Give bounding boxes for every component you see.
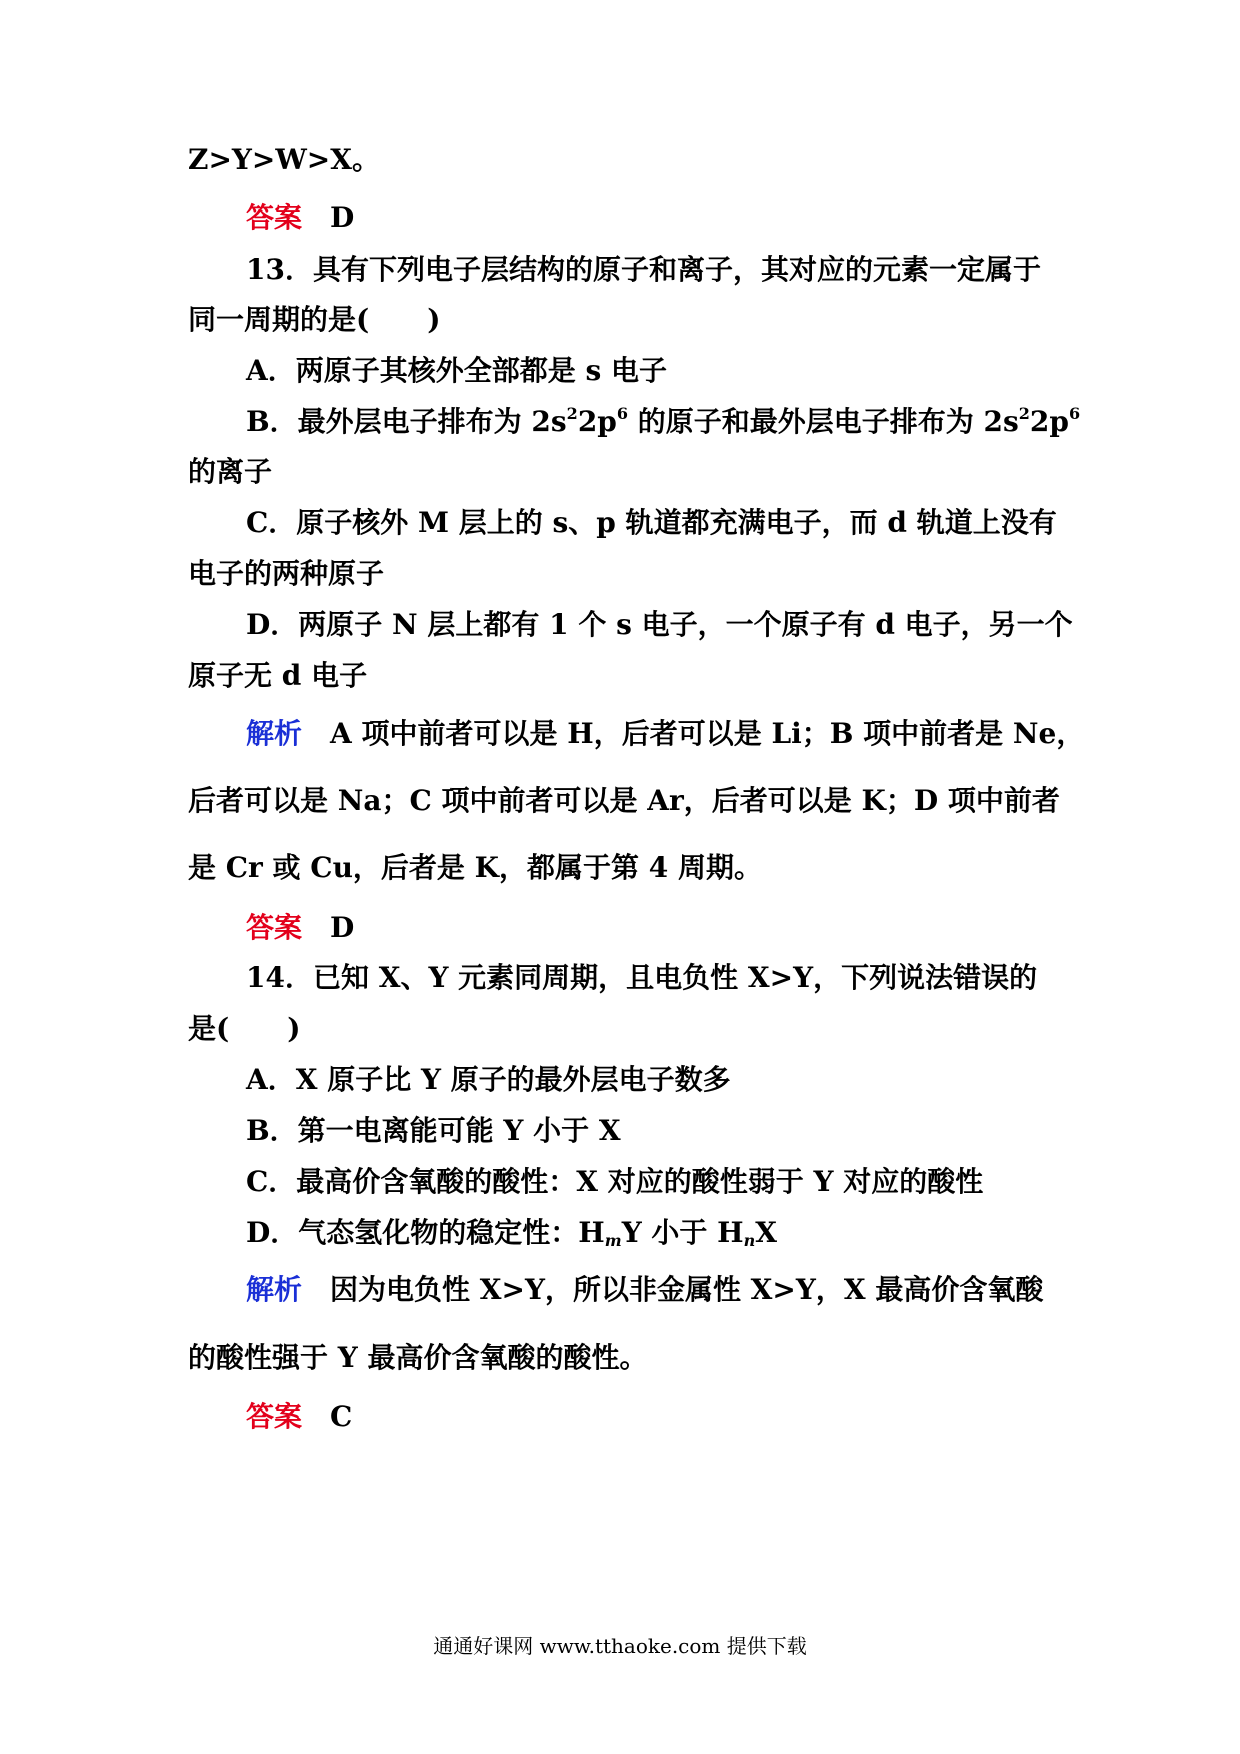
q13-option-a: A．两原子其核外全部都是 s 电子 [246, 354, 667, 387]
continuation-line: Z>Y>W>X。 [188, 143, 380, 176]
answer-value: D [330, 201, 355, 234]
q13-analysis-line1: 解析 A 项中前者可以是 H，后者可以是 Li；B 项中前者是 Ne， [246, 717, 1085, 750]
q13-option-c-cont: 电子的两种原子 [188, 557, 385, 590]
answer-13 [246, 908, 354, 948]
answer-14 [246, 1397, 352, 1437]
q13-stem-line2: 同一周期的是( ) [188, 303, 441, 336]
q14-analysis-line2: 的酸性强于 Y 最高价含氧酸的酸性。 [188, 1341, 648, 1374]
q13-analysis-line2: 后者可以是 Na；C 项中前者可以是 Ar，后者可以是 K；D 项中前者 [188, 784, 1060, 817]
q13-stem-line1: 13．具有下列电子层结构的原子和离子，其对应的元素一定属于 [246, 253, 1041, 286]
answer-label: 答案 [246, 1400, 303, 1433]
q14-option-c: C．最高价含氧酸的酸性：X 对应的酸性弱于 Y 对应的酸性 [246, 1165, 984, 1198]
analysis-label: 解析 [246, 717, 303, 750]
page-footer: 通通好课网 www.tthaoke.com 提供下载 [433, 1634, 807, 1658]
answer-value: C [330, 1400, 353, 1433]
q14-analysis-line1: 解析 因为电负性 X>Y，所以非金属性 X>Y，X 最高价含氧酸 [246, 1273, 1044, 1306]
q13-analysis-line3: 是 Cr 或 Cu，后者是 K，都属于第 4 周期。 [188, 851, 762, 884]
q13-option-c: C．原子核外 M 层上的 s、p 轨道都充满电子，而 d 轨道上没有 [246, 506, 1057, 539]
q14-stem-line1: 14．已知 X、Y 元素同周期，且电负性 X>Y，下列说法错误的 [246, 961, 1038, 994]
q13-option-d: D．两原子 N 层上都有 1 个 s 电子，一个原子有 d 电子，另一个 [246, 608, 1073, 641]
q13-option-b-cont: 的离子 [188, 455, 273, 488]
answer-12 [246, 198, 354, 238]
analysis-label: 解析 [246, 1273, 303, 1306]
answer-label: 答案 [246, 911, 303, 944]
q14-stem-line2: 是( ) [188, 1012, 301, 1045]
q13-option-b: B．最外层电子排布为 $2s^22p^6$ 的原子和最外层电子排布为 $2s^22p^6$ [246, 404, 1081, 438]
q14-option-d: D．气态氢化物的稳定性：$H_mY$ 小于 $H_nX$ [246, 1216, 778, 1250]
answer-label: 答案 [246, 201, 303, 234]
q13-option-d-cont: 原子无 d 电子 [188, 659, 368, 692]
answer-value: D [330, 911, 355, 944]
q14-option-b: B．第一电离能可能 Y 小于 X [246, 1114, 621, 1147]
q14-option-a: A．X 原子比 Y 原子的最外层电子数多 [246, 1063, 731, 1096]
